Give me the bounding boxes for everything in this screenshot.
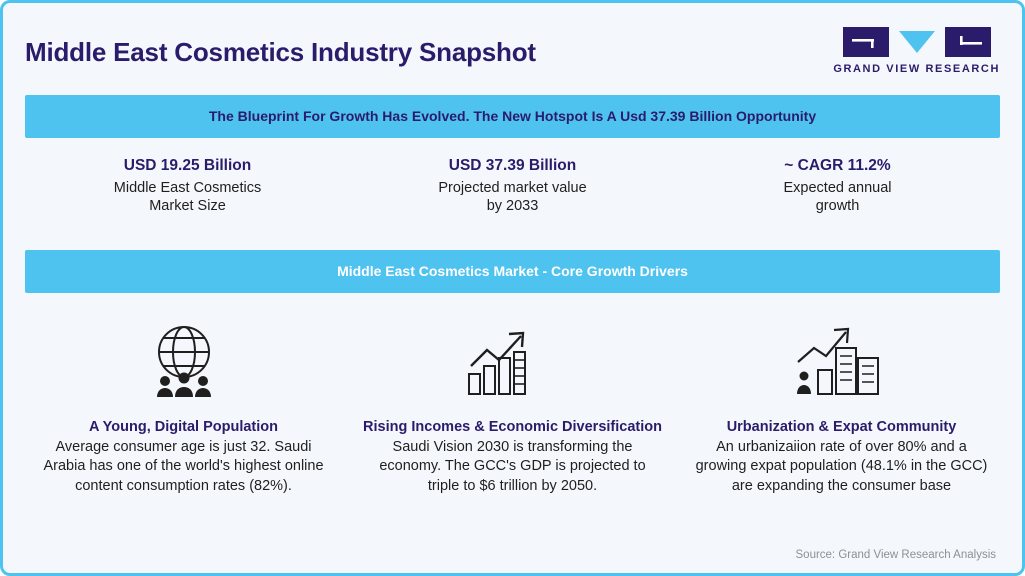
driver-body: Saudi Vision 2030 is transforming the economy. The GCC's GDP is projected to triple to $6 trillion by 2050. [379,438,646,494]
stat-value: USD 19.25 Billion [123,156,252,174]
driver-body: Average consumer age is just 32. Saudi Arabia has one of the world's highest online content consumption rates (82%). [43,438,324,494]
driver-title: Rising Incomes & Economic Diversification [363,418,662,435]
source-note: Source: Grand View Research Analysis [795,549,996,561]
spacer [3,216,1022,250]
driver-body: An urbanizaiion rate of over 80% and a growing expat population (48.1% in the GCC) are expanding the consumer base [695,438,988,494]
header [3,3,1022,95]
stat-item [675,156,1000,216]
stat-label-line2: growth [815,198,860,215]
logo-marks [843,27,991,57]
band-core-growth-drivers: Middle East Cosmetics Market - Core Growth Drivers [25,250,1000,293]
city-growth-icon [691,319,992,401]
stat-label-line2: Market Size [149,198,226,215]
stats-row [25,156,1000,216]
stat-value: ~ CAGR 11.2% [784,156,891,174]
stat-label-line1: Projected market value [438,179,587,196]
logo [833,27,1000,75]
driver-title: A Young, Digital Population [88,418,279,435]
stat-label-line2: by 2033 [486,198,539,215]
logo-left-icon [843,27,889,57]
page-title: Middle East Cosmetics Industry Snapshot [25,36,536,67]
driver-item [19,319,348,497]
driver-item [348,319,677,497]
drivers-row [19,319,1006,497]
logo-right-icon [945,27,991,57]
stat-item [25,156,350,216]
stat-item [350,156,675,216]
driver-title: Urbanization & Expat Community [726,418,957,435]
stat-label-line1: Expected annual [783,179,892,196]
driver-item [677,319,1006,497]
logo-center-icon [895,27,939,57]
band-growth-blueprint: The Blueprint For Growth Has Evolved. The New Hotspot Is A Usd 37.39 Billion Opportunity [25,95,1000,138]
stat-label-line1: Middle East Cosmetics [113,179,262,196]
logo-text: GRAND VIEW RESEARCH [833,63,1000,75]
growth-chart-icon [362,319,663,401]
globe-people-icon [33,319,334,401]
stat-value: USD 37.39 Billion [448,156,577,174]
